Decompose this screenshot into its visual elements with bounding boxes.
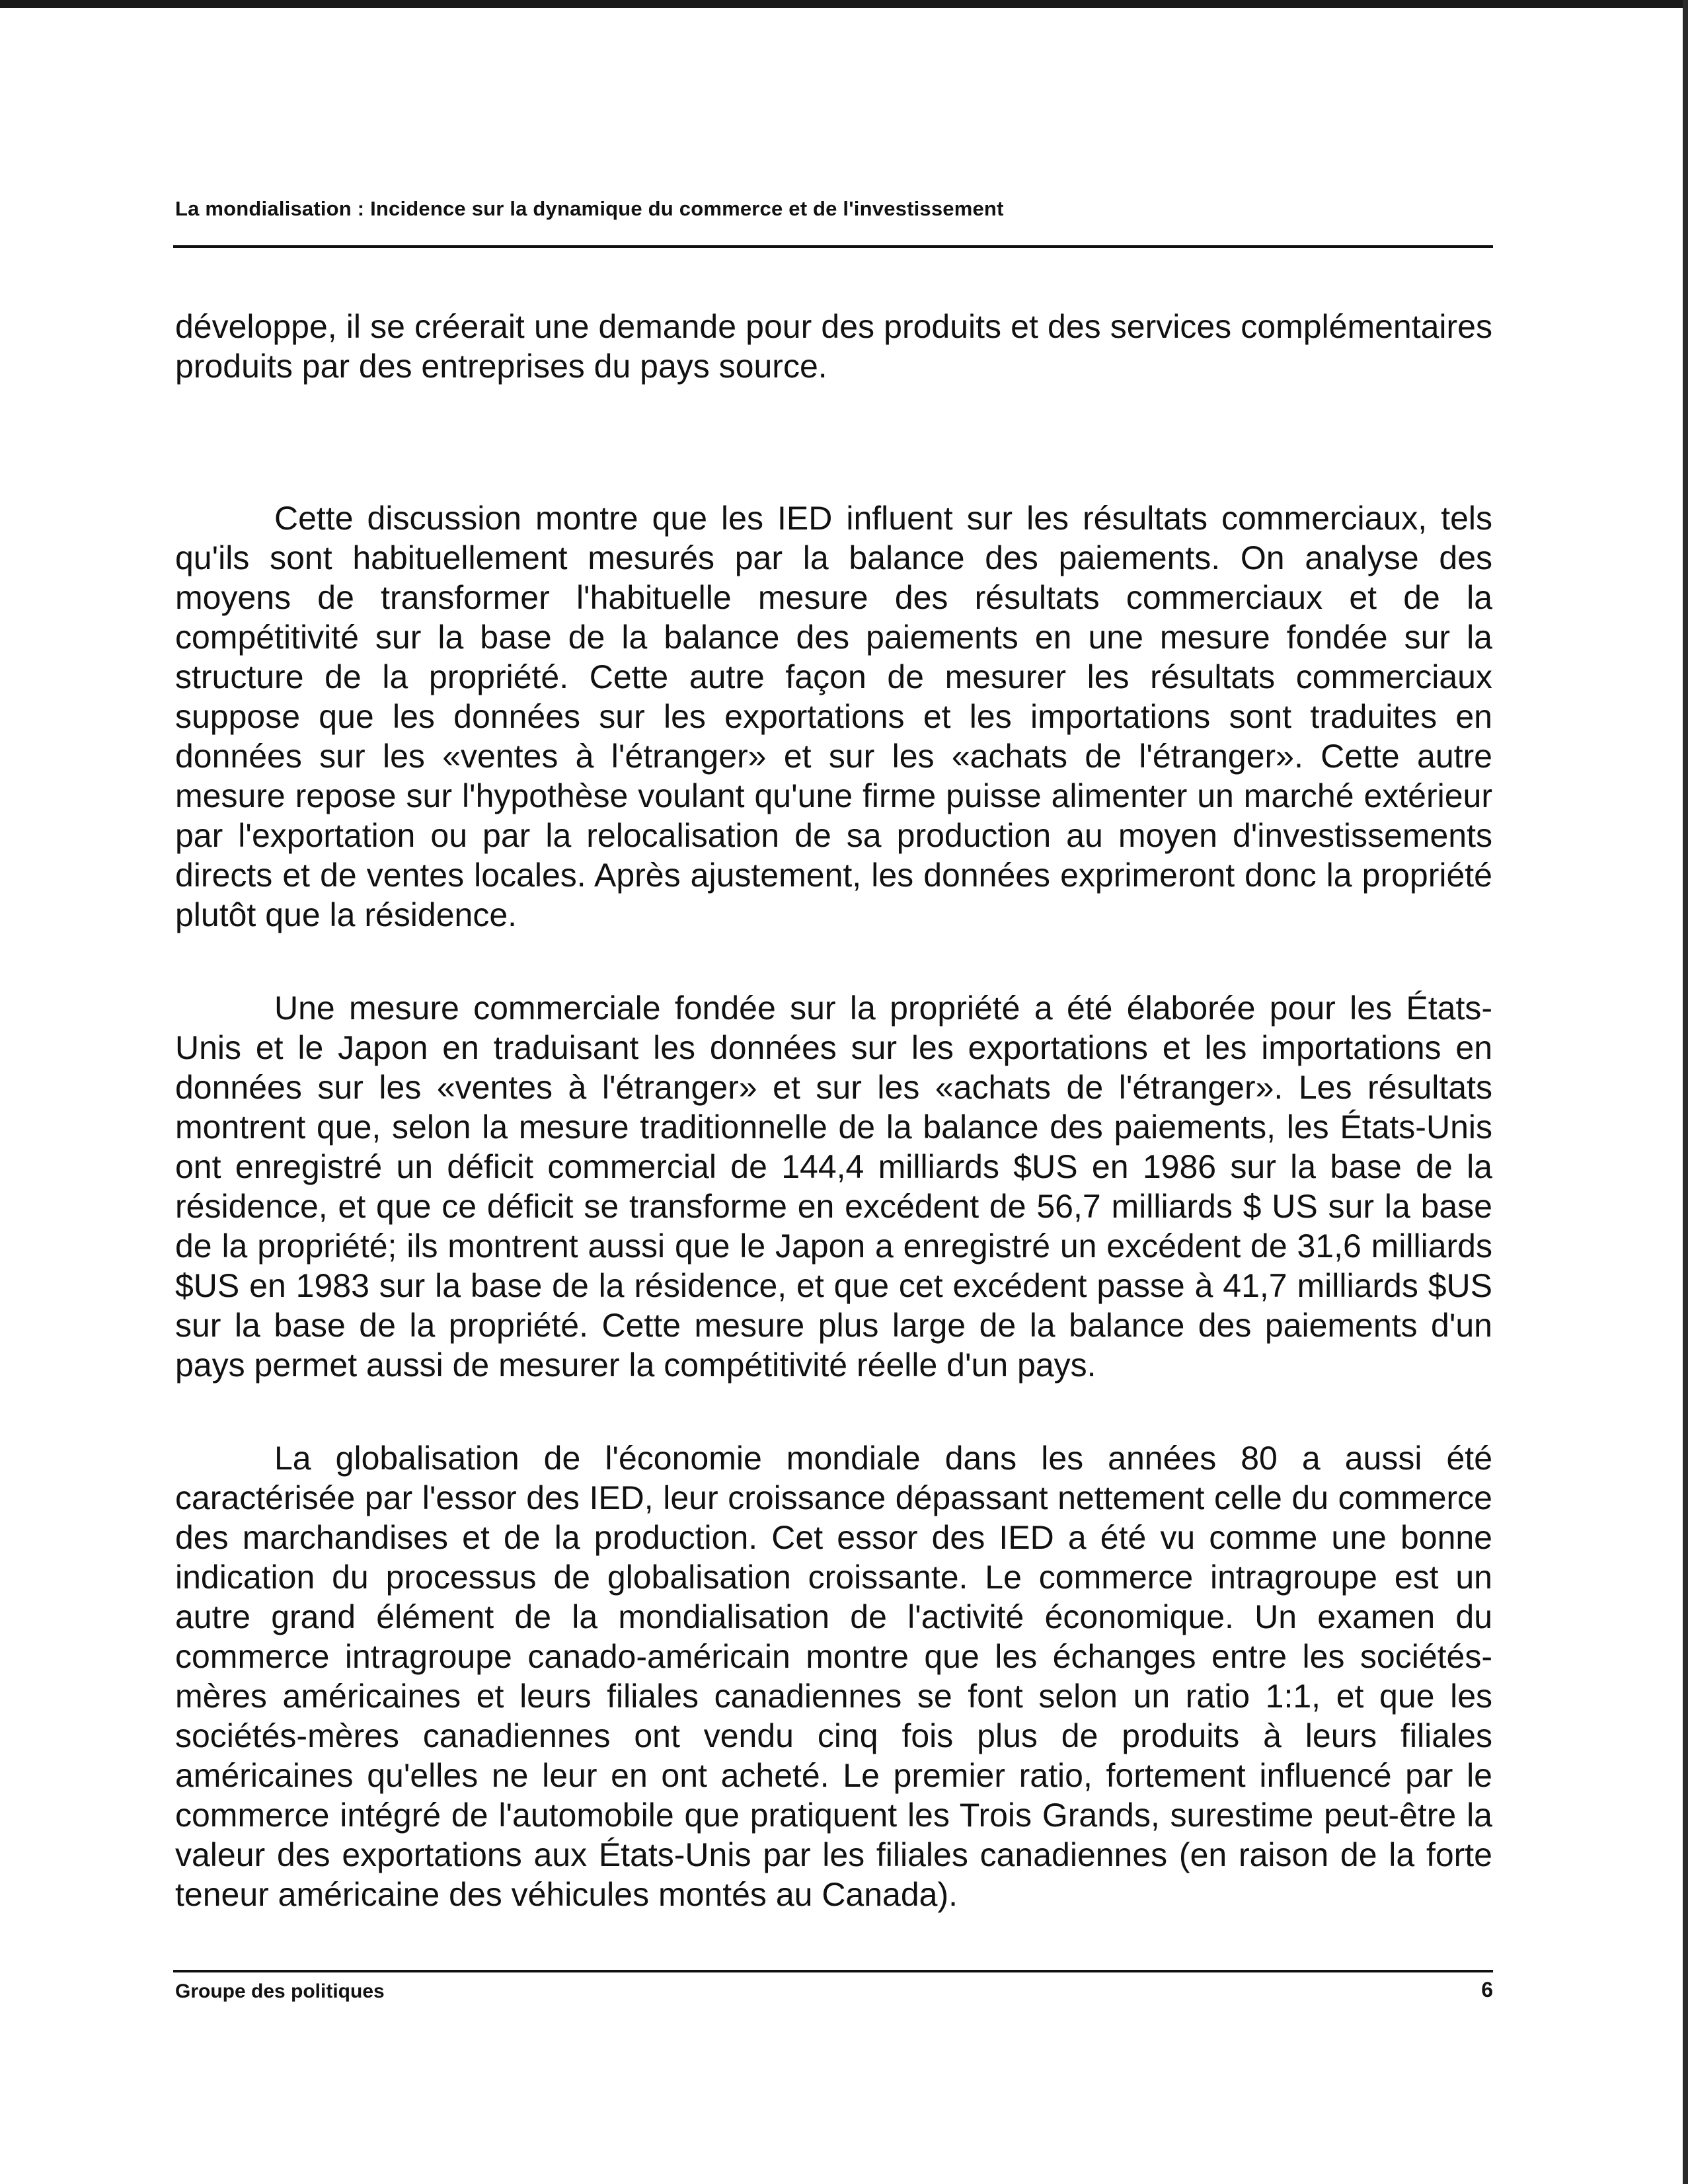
paragraph-ownership-measure: Une mesure commerciale fondée sur la propriété a été élaborée pour les États-Unis et le Japon en traduisant les données sur les exportations et les importations en données sur les «ventes à l'étranger» et sur les «achats de l'étranger». Les résultats montrent que, selon la mesure traditionnelle de la balance des paiements, les États-Unis ont enregistré un déficit commercial de 144,4 milliards $US en 1986 sur la base de la résidence, et que ce déficit se transforme en excédent de 56,7 milliards $ US sur la base de la propriété; ils montrent aussi que le Japon a enregistré un excédent de 31,6 milliards $US en 1983 sur la base de la résidence, et que cet excédent passe à 41,7 milliards $US sur la base de la propriété. Cette mesure plus large de la balance des paiements d'un pays permet aussi de mesurer la compétitivité réelle d'un pays. (175, 990, 1492, 1384)
page-top-edge (0, 0, 1688, 8)
body-text (175, 307, 1492, 1914)
running-header: La mondialisation : Incidence sur la dynamique du commerce et de l'investissement (175, 197, 1004, 220)
page-number: 6 (1481, 1978, 1493, 2002)
footer-organization: Groupe des politiques (175, 1980, 385, 2002)
page-right-edge (1683, 0, 1688, 2184)
footer-rule (173, 1970, 1493, 1972)
paragraph-globalisation-80s: La globalisation de l'économie mondiale dans les années 80 a aussi été caractérisée par l'essor des IED, leur croissance dépassant nettement celle du commerce des marchandises et de la production. Cet essor des IED a été vu comme une bonne indication du processus de globalisation croissante. Le commerce intragroupe est un autre grand élément de la mondialisation de l'activité économique. Un examen du commerce intragroupe canado-américain montre que les échanges entre les sociétés-mères américaines et leurs filiales canadiennes se font selon un ratio 1:1, et que les sociétés-mères canadiennes ont vendu cinq fois plus de produits à leurs filiales américaines qu'elles ne leur en ont acheté. Le premier ratio, fortement influencé par le commerce intégré de l'automobile que pratiquent les Trois Grands, surestime peut-être la valeur des exportations aux États-Unis par les filiales canadiennes (en raison de la forte teneur américaine des véhicules montés au Canada). (175, 1440, 1492, 1913)
paragraph-ied-trade-results: Cette discussion montre que les IED influent sur les résultats commerciaux, tels qu'ils sont habituellement mesurés par la balance des paiements. On analyse des moyens de transformer l'habituelle mesure des résultats commerciaux et de la compétitivité sur la base de la balance des paiements en une mesure fondée sur la structure de la propriété. Cette autre façon de mesurer les résultats commerciaux suppose que les données sur les exportations et les importations sont traduites en données sur les «ventes à l'étranger» et sur les «achats de l'étranger». Cette autre mesure repose sur l'hypothèse voulant qu'une firme puisse alimenter un marché extérieur par l'exportation ou par la relocalisation de sa production au moyen d'investissements directs et de ventes locales. Après ajustement, les données exprimeront donc la propriété plutôt que la résidence. (175, 500, 1492, 933)
header-rule (173, 245, 1493, 248)
paragraph-continuation: développe, il se créerait une demande pour des produits et des services complémentaires produits par des entreprises du pays source. (175, 308, 1492, 385)
